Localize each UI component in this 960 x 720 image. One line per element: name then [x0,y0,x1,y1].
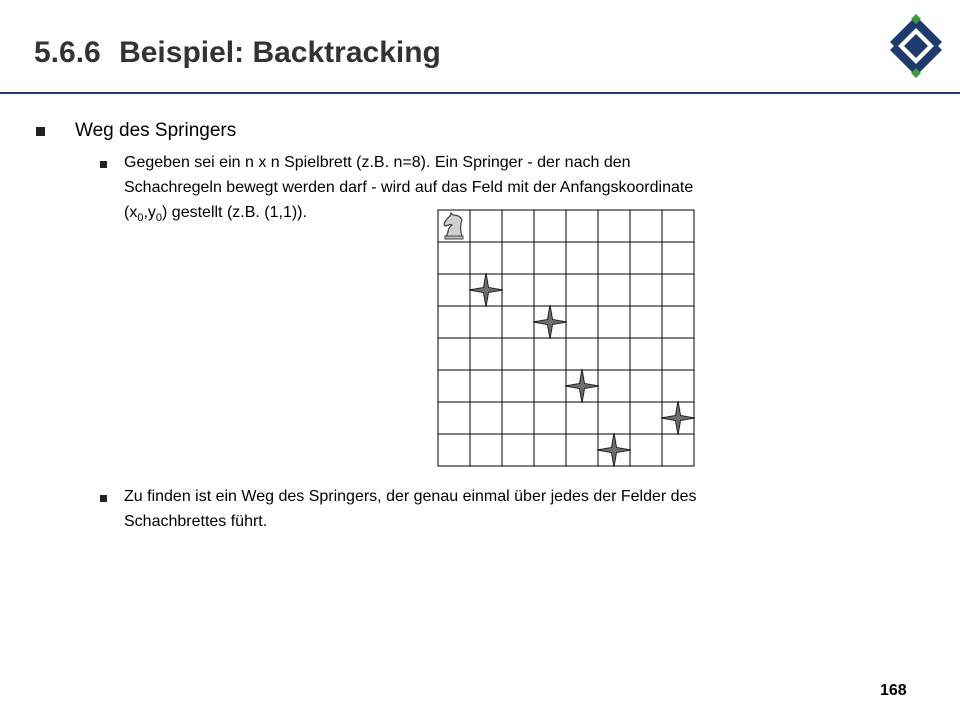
board-square [630,210,662,242]
board-square [438,402,470,434]
board-square [630,306,662,338]
board-square [566,434,598,466]
bullet-sub-2 [124,484,904,534]
header-divider [0,92,960,94]
board-square [662,434,694,466]
text-line: Zu finden ist ein Weg des Springers, der genau einmal über jedes der Felder des [124,488,697,505]
board-square [534,338,566,370]
board-square [566,274,598,306]
board-square [598,402,630,434]
board-square [662,306,694,338]
board-square [662,338,694,370]
text-line: Schachbrettes führt. [124,513,268,530]
page-number: 168 [880,682,907,699]
bullet-main: Weg des Springers [75,120,237,141]
board-square [598,242,630,274]
logo-icon [884,14,948,78]
board-square [566,306,598,338]
board-square [598,370,630,402]
board-square [630,434,662,466]
board-square [630,402,662,434]
board-square [534,242,566,274]
board-square [438,434,470,466]
text-line: Schachregeln bewegt werden darf - wird auf das Feld mit der Anfangskoordinate [124,179,694,196]
board-square [438,306,470,338]
board-square [630,242,662,274]
board-square [566,402,598,434]
text-line: Gegeben sei ein n x n Spielbrett (z.B. n=8). Ein Springer - der nach den [124,154,631,171]
board-square [630,338,662,370]
board-square [438,370,470,402]
chessboard [437,209,695,467]
board-square [566,242,598,274]
board-square [470,210,502,242]
board-square [470,338,502,370]
board-square [534,434,566,466]
board-square [502,434,534,466]
board-square [502,338,534,370]
board-square [566,338,598,370]
board-square [662,274,694,306]
bullet-square [36,127,45,136]
board-square [598,210,630,242]
page-title [34,36,441,70]
board-square [470,306,502,338]
title-text: Beispiel: Backtracking [119,36,441,69]
bullet-square [100,495,107,502]
board-square [502,274,534,306]
board-square [470,434,502,466]
board-square [502,242,534,274]
board-square [534,402,566,434]
board-square [502,306,534,338]
board-square [662,370,694,402]
board-square [630,274,662,306]
text-line: $(x_0,y_0)$ gestellt (z.B. (1,1)). [124,204,307,225]
board-square [502,402,534,434]
bullet-square [100,161,107,168]
board-square [438,274,470,306]
board-square [598,306,630,338]
board-square [502,210,534,242]
board-square [534,274,566,306]
board-square [470,370,502,402]
board-square [566,210,598,242]
board-square [630,370,662,402]
board-square [662,210,694,242]
board-square [598,338,630,370]
section-number: 5.6.6 [34,36,101,69]
board-square [534,210,566,242]
board-square [438,338,470,370]
board-square [662,242,694,274]
board-square [470,402,502,434]
board-square [438,242,470,274]
board-square [470,242,502,274]
board-square [598,274,630,306]
board-square [502,370,534,402]
board-square [534,370,566,402]
